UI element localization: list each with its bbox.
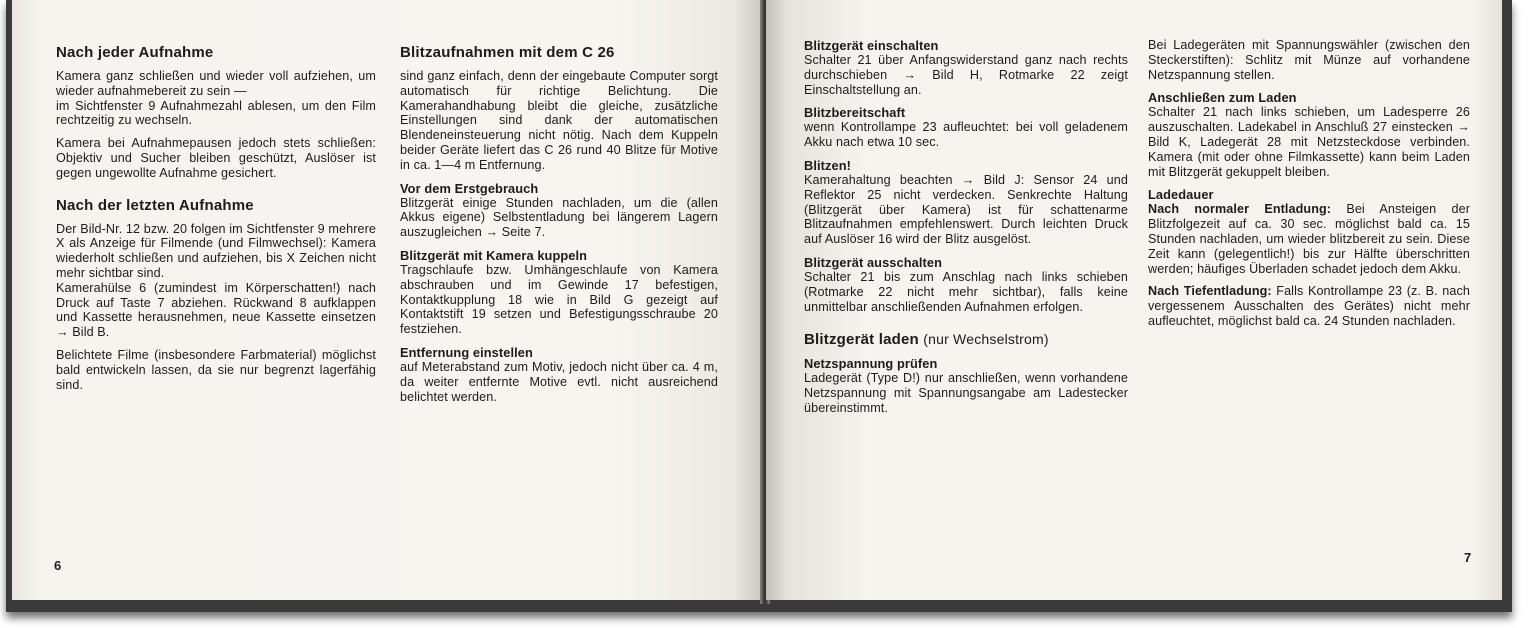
paragraph: im Sichtfenster 9 Aufnahmezahl ablesen, um den Film rechtzeitig zu wechseln.: [56, 98, 376, 128]
text-tief: Falls Kontrollampe 23 (z. B. nach vergessenem Ausschalten des Gerätes) nicht mehr aufleuchtet, möglichst bald ca. 24 Stunden nachladen.: [1148, 284, 1470, 328]
section-title-nach-jeder-aufnahme: Nach jeder Aufnahme: [56, 44, 214, 61]
paragraph: sind ganz einfach, denn der eingebaute Computer sorgt automatisch für richtige Belichtung. Die Kamerahandhabung bleibt die gleiche, zusätzliche Einstellungen sind dank der automatischen Blendeneinsteuerung nicht nötig. Nach dem Kuppeln beider Geräte liefert das C 26 rund 40 Blitze für Motive in ca. 1—4 m Entfernung.: [400, 69, 718, 172]
right-column-1: [804, 38, 1128, 424]
lead-tief: Nach Tiefentladung:: [1148, 284, 1272, 299]
subheading-erstgebrauch: Vor dem Erstgebrauch: [400, 180, 539, 196]
lead-normal: Nach normaler Entladung:: [1148, 202, 1332, 217]
page-left: [12, 0, 764, 600]
paragraph: Blitzgerät einige Stunden nachladen, um die (allen Akkus eigene) Selbstentladung bei längerem Lagern auszugleichen → Seite 7.: [400, 195, 718, 240]
paragraph: wenn Kontrollampe 23 aufleuchtet: bei voll geladenem Akku nach etwa 10 sec.: [804, 120, 1128, 150]
subheading-bereitschaft: Blitzbereitschaft: [804, 105, 906, 121]
text-normal: Bei Ansteigen der Blitzfolgezeit auf ca. 30 sec. möglichst bald ca. 15 Stunden nachladen, um wieder blitzbereit zu sein. Diese Zeit kann (gelegentlich!) bis zur Hälfte überschritten werden; häufiges Überladen schadet jedoch dem Akku.: [1148, 202, 1470, 276]
page-right: [766, 0, 1502, 600]
section-title-nach-der-letzten-aufnahme: Nach der letzten Aufnahme: [56, 196, 254, 214]
paragraph-tiefentladung: [1148, 284, 1470, 328]
subheading-einschalten: Blitzgerät einschalten: [804, 38, 939, 53]
subheading-ausschalten: Blitzgerät ausschalten: [804, 254, 943, 270]
paragraph: Kamerahaltung beachten → Bild J: Sensor 24 und Reflektor 25 nicht verdecken. Senkrechte Haltung (Blitzgerät über Kamera) ist für schattenarme Blitzaufnahmen empfehlenswert. Durch leichten Druck auf Auslöser 16 wird der Blitz ausgelöst.: [804, 172, 1128, 247]
paragraph: auf Meterabstand zum Motiv, jedoch nicht über ca. 4 m, da weiter entfernte Motive evtl. nicht ausreichend belichtet werden.: [400, 359, 718, 404]
section-title-blitzaufnahmen: Blitzaufnahmen mit dem C 26: [400, 44, 615, 61]
paragraph: Tragschlaufe bzw. Umhängeschlaufe von Kamera abschrauben und im Gewinde 17 befestigen, Kontaktkupplung 18 wie in Bild G gezeigt auf Kontaktstift 19 setzen und Befestigungsschraube 20 festziehen.: [400, 262, 718, 337]
subheading-entfernung: Entfernung einstellen: [400, 344, 533, 360]
paragraph: Schalter 21 über Anfangswiderstand ganz nach rechts durchschieben → Bild H, Rotmarke 22 zeigt Einschaltstellung an.: [804, 53, 1128, 97]
left-column-1: [56, 44, 376, 400]
subheading-netzspannung: Netzspannung prüfen: [804, 356, 938, 372]
paragraph: Bei Ladegeräten mit Spannungswähler (zwischen den Steckerstiften): Schlitz mit Münze auf vorhandene Netzspannung stellen.: [1148, 38, 1470, 82]
paragraph: Kamera bei Aufnahmepausen jedoch stets schließen: Objektiv und Sucher bleiben geschützt, Auslöser ist gegen ungewollte Aufnahme gesichert.: [56, 136, 376, 180]
subheading-kuppeln: Blitzgerät mit Kamera kuppeln: [400, 247, 588, 263]
section-title-blitzgeraet-laden: [804, 330, 1128, 349]
subheading-blitzen: Blitzen!: [804, 157, 852, 173]
right-column-2: [1148, 38, 1470, 337]
section-title-text: Blitzgerät laden: [804, 331, 919, 349]
page-number-left: 6: [54, 558, 62, 573]
paragraph: Schalter 21 bis zum Anschlag nach links schieben (Rotmarke 22 nicht mehr sichtbar), falls keine unmittelbar anschließenden Aufnahmen erfolgen.: [804, 269, 1128, 314]
subheading-ladedauer: Ladedauer: [1148, 187, 1214, 203]
paragraph: Der Bild-Nr. 12 bzw. 20 folgen im Sichtfenster 9 mehrere X als Anzeige für Filmende (und Filmwechsel): Kamera wiederholt schließen und aufziehen, bis X Zeichen nicht mehr sichtbar sind.: [56, 221, 376, 280]
page-number-right: 7: [1464, 550, 1472, 565]
paragraph: Kamera ganz schließen und wieder voll aufziehen, um wieder aufnahmebereit zu sein —: [56, 69, 376, 98]
subheading-anschliessen: Anschließen zum Laden: [1148, 90, 1297, 106]
paragraph: Ladegerät (Type D!) nur anschließen, wenn vorhandene Netzspannung mit Spannungsangabe am Ladestecker übereinstimmt.: [804, 371, 1128, 415]
section-title-note: (nur Wechselstrom): [923, 331, 1049, 348]
left-column-2: [400, 44, 718, 412]
paragraph: Kamerahülse 6 (zumindest im Körperschatten!) nach Druck auf Taste 7 abziehen. Rückwand 8 aufklappen und Kassette herausnehmen, neue Kassette einsetzen → Bild B.: [56, 280, 376, 340]
paragraph-normal-entladung: [1148, 202, 1470, 276]
paragraph: Belichtete Filme (insbesondere Farbmaterial) möglichst bald entwickeln lassen, da sie nur begrenzt lagerfähig sind.: [56, 347, 376, 392]
paragraph: Schalter 21 nach links schieben, um Ladesperre 26 auszuschalten. Ladekabel in Anschluß 27 einstecken → Bild K, Ladegerät 28 mit Netzsteckdose verbinden. Kamera (mit oder ohne Filmkassette) kann beim Laden mit Blitzgerät gekuppelt bleiben.: [1148, 105, 1470, 179]
